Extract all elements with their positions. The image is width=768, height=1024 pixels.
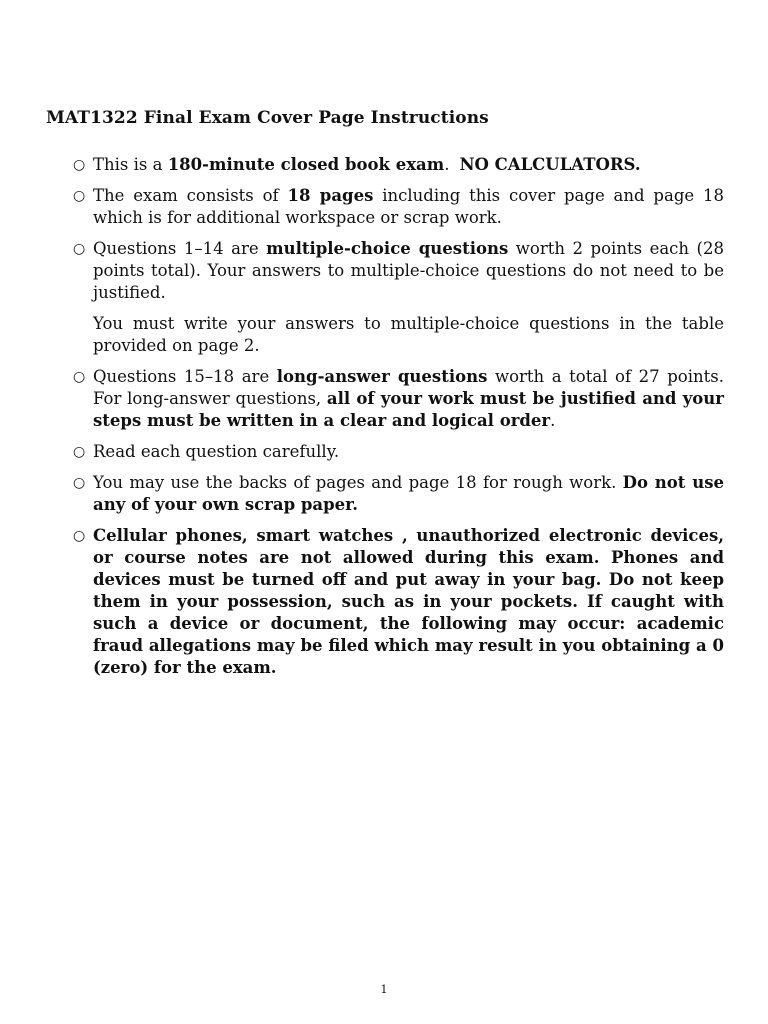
bold-segment: Do not use any of your own scrap paper. (93, 473, 724, 514)
bold-segment: NO CALCULATORS. (459, 155, 641, 174)
bullet-circle-icon: ○ (73, 444, 86, 460)
text-segment: You must write your answers to multiple-choice questions in the table provided on page 2. (93, 314, 724, 355)
text-segment: Questions 15–18 are (93, 367, 277, 386)
text-segment: This is a (93, 155, 168, 174)
instruction-text (93, 366, 724, 432)
instruction-item-devices (72, 525, 724, 679)
instruction-item-duration (72, 154, 724, 176)
instruction-list (72, 154, 724, 688)
instruction-text (93, 313, 724, 357)
page-title: MAT1322 Final Exam Cover Page Instructions (46, 108, 489, 128)
text-segment: Read each question carefully. (93, 442, 340, 461)
instruction-item-multiple-choice (72, 238, 724, 357)
instruction-text (93, 472, 724, 516)
bold-segment: multiple-choice questions (266, 239, 509, 258)
text-segment: You may use the backs of pages and page 18 for rough work. (93, 473, 623, 492)
instruction-text (93, 154, 724, 176)
bullet-circle-icon: ○ (73, 188, 86, 204)
text-segment: The exam consists of (93, 186, 288, 205)
bold-segment: all of your work must be justified and your steps must be written in a clear and logical order (93, 389, 724, 430)
instruction-item-pages (72, 185, 724, 229)
bullet-circle-icon: ○ (73, 157, 86, 173)
text-segment: worth 2 points each (28 points total). Your answers to multiple-choice questions do not need to be justified. (93, 239, 724, 302)
bullet-circle-icon: ○ (73, 475, 86, 491)
instruction-text (93, 525, 724, 679)
bold-segment: Cellular phones, smart watches , unauthorized electronic devices, or course notes are not allowed during this exam. Phones and devices must be turned off and put away in your bag. Do not keep them in your possession, such as in your pockets. If caught with such a device or document, the following may occur: academic fraud allegations may be filed which may result in you obtaining a 0 (zero) for the exam. (93, 526, 724, 677)
bullet-circle-icon: ○ (73, 369, 86, 385)
text-segment: Questions 1–14 are (93, 239, 267, 258)
bullet-circle-icon: ○ (73, 528, 86, 544)
instruction-item-long-answer (72, 366, 724, 432)
instruction-item-read-carefully (72, 441, 724, 463)
text-segment: worth a total of 27 points. For long-answer questions, (93, 367, 724, 408)
instruction-text (93, 185, 724, 229)
page-number: 1 (380, 983, 388, 996)
bullet-circle-icon: ○ (73, 241, 86, 257)
text-segment: . (444, 155, 450, 174)
bold-segment: 18 pages (287, 186, 374, 205)
text-segment: . (550, 411, 556, 430)
bold-segment: long-answer questions (276, 367, 488, 386)
instruction-item-rough-work (72, 472, 724, 516)
bold-segment: 180-minute closed book exam (167, 155, 445, 174)
instruction-text (93, 238, 724, 304)
instruction-text (93, 441, 724, 463)
text-segment: including this cover page and page 18 which is for additional workspace or scrap work. (93, 186, 725, 227)
